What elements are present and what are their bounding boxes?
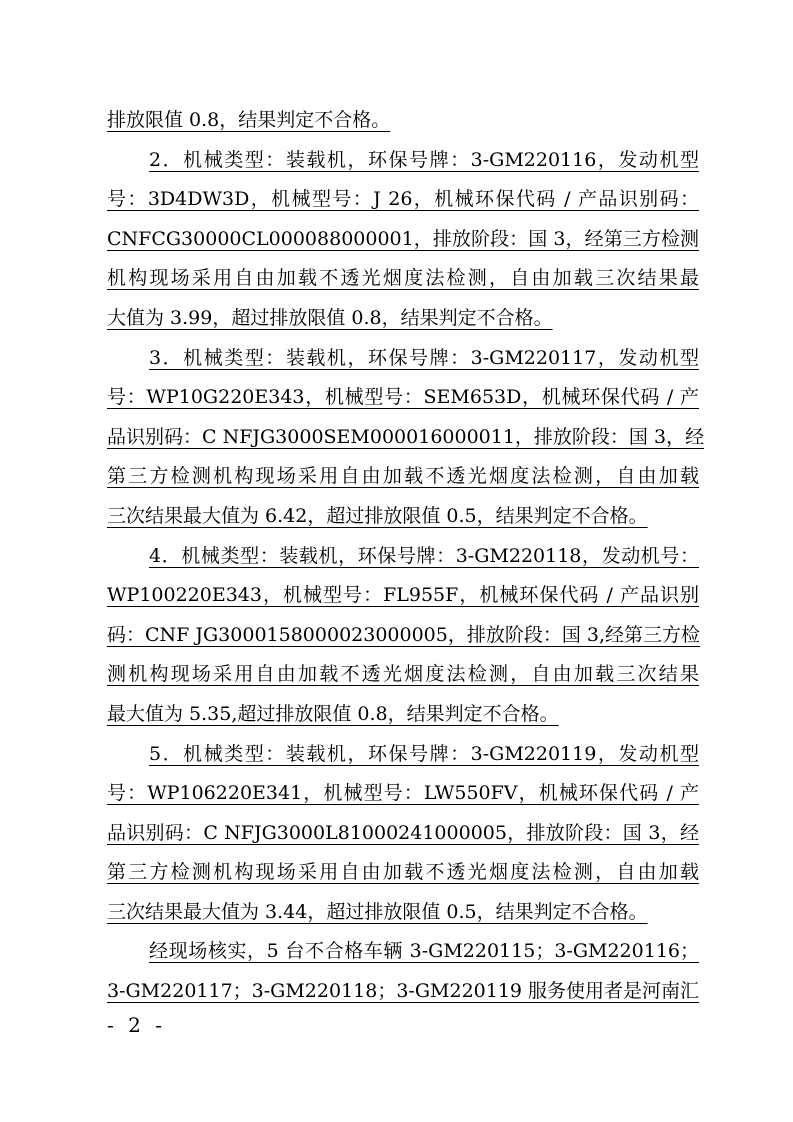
body-text bbox=[107, 101, 705, 1012]
line-text: 排放限值 0.8，结果判定不合格。 bbox=[107, 109, 391, 131]
text-line bbox=[107, 735, 699, 775]
line-text: 3．机械类型：装载机，环保号牌：3-GM220117，发动机型 bbox=[149, 346, 699, 369]
text-line bbox=[107, 853, 699, 893]
text-line bbox=[107, 576, 699, 616]
line-text: 机构现场采用自由加载不透光烟度法检测，自由加载三次结果最 bbox=[107, 267, 699, 290]
line-text: 号：WP10G220E343，机械型号：SEM653D，机械环保代码 / 产 bbox=[107, 386, 699, 409]
line-text: 三次结果最大值为 6.42，超过排放限值 0.5，结果判定不合格。 bbox=[107, 504, 648, 527]
line-text: 测机构现场采用自由加载不透光烟度法检测，自由加载三次结果 bbox=[107, 663, 699, 686]
line-text: 第三方检测机构现场采用自由加载不透光烟度法检测，自由加载 bbox=[107, 465, 699, 488]
line-text: 5．机械类型：装载机，环保号牌：3-GM220119，发动机型 bbox=[149, 742, 699, 765]
line-text: 3-GM220117；3-GM220118；3-GM220119 服务使用者是河南汇 bbox=[107, 980, 700, 1003]
text-line bbox=[107, 378, 699, 418]
text-line bbox=[107, 339, 699, 379]
line-text: 第三方检测机构现场采用自由加载不透光烟度法检测，自由加载 bbox=[107, 861, 699, 884]
text-line bbox=[107, 972, 699, 1012]
line-text: 号：WP106220E341，机械型号：LW550FV，机械环保代码 / 产 bbox=[107, 782, 699, 805]
text-line bbox=[107, 141, 699, 181]
text-line bbox=[107, 220, 699, 260]
text-line bbox=[107, 259, 699, 299]
line-text: 2．机械类型：装载机，环保号牌：3-GM220116，发动机型 bbox=[149, 148, 699, 171]
line-text: WP100220E343，机械型号：FL955F，机械环保代码 / 产品识别 bbox=[107, 584, 699, 607]
text-line bbox=[107, 655, 699, 695]
page-number: - 2 - bbox=[107, 1013, 166, 1037]
line-text: 大值为 3.99，超过排放限值 0.8，结果判定不合格。 bbox=[107, 306, 553, 329]
text-line bbox=[107, 537, 699, 577]
line-text: 品识别码：C NFJG3000L81000241000005，排放阶段：国 3，经 bbox=[107, 821, 699, 844]
line-text: 经现场核实，5 台不合格车辆 3-GM220115；3-GM220116； bbox=[149, 940, 699, 963]
text-line bbox=[107, 695, 699, 735]
text-line bbox=[107, 180, 699, 220]
line-text: 号：3D4DW3D，机械型号：J 26，机械环保代码 / 产品识别码： bbox=[107, 188, 699, 211]
line-text: 品识别码：C NFJG3000SEM000016000011，排放阶段：国 3，经 bbox=[107, 425, 705, 448]
line-text: 三次结果最大值为 3.44，超过排放限值 0.5，结果判定不合格。 bbox=[107, 900, 648, 923]
text-line bbox=[107, 774, 699, 814]
text-line bbox=[107, 299, 699, 339]
text-line bbox=[107, 497, 699, 537]
text-line bbox=[107, 814, 699, 854]
text-line bbox=[107, 457, 699, 497]
text-line bbox=[107, 418, 705, 458]
line-text: 4．机械类型：装载机，环保号牌：3-GM220118，发动机号： bbox=[149, 544, 699, 567]
line-text: CNFCG30000CL000088000001，排放阶段：国 3，经第三方检测 bbox=[107, 227, 699, 250]
line-text: 最大值为 5.35,超过排放限值 0.8，结果判定不合格。 bbox=[107, 702, 559, 725]
text-line bbox=[107, 932, 699, 972]
line-text: 码：CNF JG3000158000023000005，排放阶段：国 3,经第三方检 bbox=[107, 623, 701, 646]
text-line bbox=[107, 893, 699, 933]
text-line bbox=[107, 101, 699, 141]
text-line bbox=[107, 616, 699, 656]
